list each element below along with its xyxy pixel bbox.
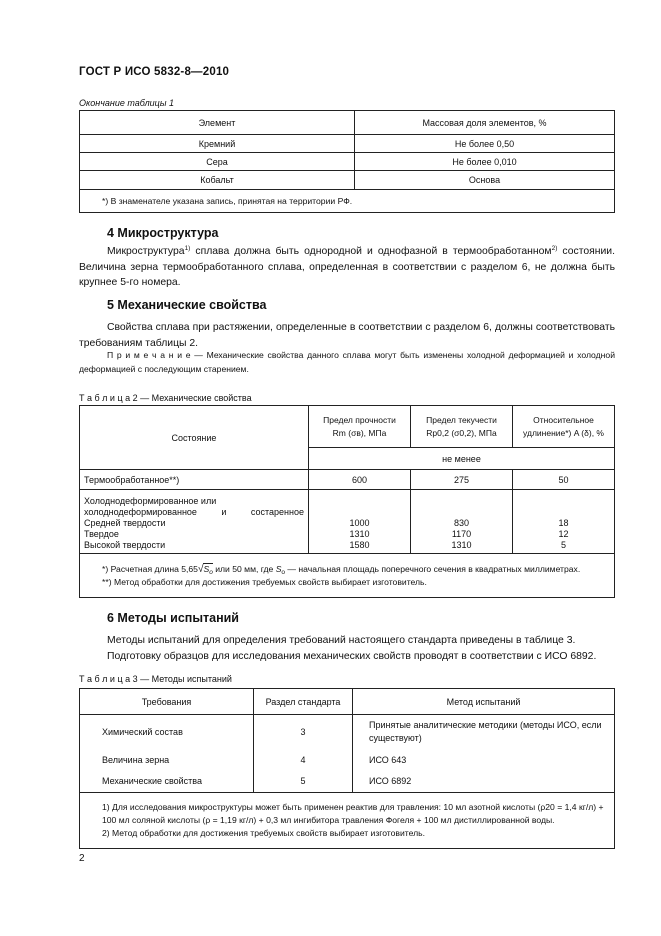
table3-cell-sec: 5 [254,771,353,793]
table1-header-mass: Массовая доля элементов, % [355,111,615,135]
section5-heading: 5 Механические свойства [107,298,267,312]
table3-cell-req: Механические свойства [80,771,254,793]
table1-cell-value: Не более 0,010 [355,153,615,171]
section6-heading: 6 Методы испытаний [107,611,239,625]
table1-cell-value: Не более 0,50 [355,135,615,153]
table1-caption: Окончание таблицы 1 [79,98,174,108]
table1-cell-element: Кремний [80,135,355,153]
table2-substate: Твердое [84,529,119,539]
table2-header-strength: Предел прочности Rm (σв), МПа [309,406,411,448]
table2-cell-a-group: 18 12 5 [513,490,615,554]
table3-caption: Т а б л и ц а 3 — Методы испытаний [79,674,232,684]
table3-cell-method: ИСО 6892 [353,771,615,793]
table2-cell-a: 50 [513,470,615,490]
table3-cell-sec: 3 [254,715,353,749]
section4-paragraph: Микроструктура$^{1)}$ сплава должна быть однородной и однофазной в термообработанном$^{2)}$ состоянии. Величина зерна термообработанного сплава, определенная в соответствии с разделом 6, не должна быть крупнее 5-го номера. [79,245,615,288]
table3-header-sec: Раздел стандарта [254,689,353,715]
table2-cell-rm: 600 [309,470,411,490]
table2-caption: Т а б л и ц а 2 — Механические свойства [79,393,252,403]
table2-header-state: Состояние [80,406,309,470]
table1-header-element: Элемент [80,111,355,135]
table1 [79,110,615,213]
section5-note: П р и м е ч а н и е — Механические свойства данного сплава могут быть изменены холодной деформацией и холодной деформацией с последующим старением. [79,350,615,374]
table2-footnotes [80,554,615,598]
table3-footnotes [80,793,615,849]
section4-heading: 4 Микроструктура [107,226,219,240]
table3-cell-sec: 4 [254,749,353,771]
table3-cell-req: Химический состав [80,715,254,749]
table3-cell-req: Величина зерна [80,749,254,771]
section6-paragraph-1: Методы испытаний для определения требований настоящего стандарта приведены в таблице 3. [107,635,576,646]
table2-footnote-1: *) Расчетная длина $5,65√S_o$ или 50 мм, где $S_o$ — начальная площадь поперечного сечения в квадратных миллиметрах. [102,563,581,576]
table2-subheader: не менее [309,448,615,470]
table1-footnote: *) В знаменателе указана запись, принятая на территории РФ. [80,190,615,213]
table1-cell-element: Сера [80,153,355,171]
table3 [79,688,615,849]
table1-cell-element: Кобальт [80,171,355,190]
table1-cell-value: Основа [355,171,615,190]
sqrt-symbol: √ [197,563,204,575]
section6-paragraph-2: Подготовку образцов для исследования механических свойств проводят в соответствии с ИСО 6892. [107,651,597,662]
table2-footnote-2: **) Метод обработки для достижения требуемых свойств выбирает изготовитель. [102,576,427,587]
table2-substate: Высокой твердости [84,540,166,550]
page-number: 2 [79,853,85,864]
section5-paragraph: Свойства сплава при растяжении, определенные в соответствии с разделом 6, должны соответствовать требованиям таблицы 2. [79,322,615,349]
table2-cell-rp-group: 830 1170 1310 [411,490,513,554]
table2-cell-rm-group: 1000 1310 1580 [309,490,411,554]
table3-header-req: Требования [80,689,254,715]
document-id: ГОСТ Р ИСО 5832-8—2010 [79,66,230,78]
table3-cell-method: Принятые аналитические методики (методы ИСО, если существуют) [353,715,615,749]
table2-header-yield: Предел текучести Rp0,2 (σ0,2), МПа [411,406,513,448]
table2-cell-state-group: Холоднодеформированное или холоднодеформированное и состаренное Средней твердости Твердое Высокой твердости [80,490,309,554]
table2 [79,405,615,598]
table3-header-method: Метод испытаний [353,689,615,715]
table2-header-elongation: Относительное удлинение*) A (δ), % [513,406,615,448]
table2-substate: Средней твердости [84,518,166,528]
table2-cell-state: Термообработанное**) [80,470,309,490]
table3-footnote-2: 2) Метод обработки для достижения требуемых свойств выбирает изготовитель. [102,828,426,838]
table3-footnote-1: 1) Для исследования микроструктуры может быть применен реактив для травления: 10 мл азотной кислоты (ρ20 = 1,4 кг/л) + 100 мл соляной кислоты (ρ = 1,19 кг/л) + 0,3 мл ингибитора травления Фогеля + 100 мл дистиллированной воды. [102,802,604,825]
table3-cell-method: ИСО 643 [353,749,615,771]
table2-cell-rp: 275 [411,470,513,490]
